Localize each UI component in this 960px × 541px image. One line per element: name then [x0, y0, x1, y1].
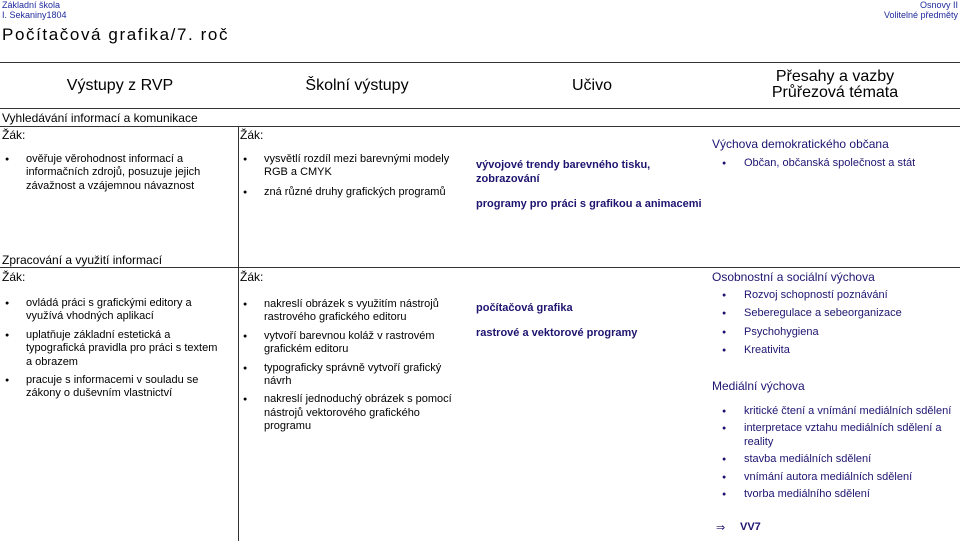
- section2-presahy-title-1: Osobnostní a sociální výchova: [712, 270, 875, 284]
- list-item: ● Kreativita: [712, 344, 958, 357]
- table-top-border: [0, 62, 960, 63]
- section2-title: Zpracování a využití informací: [2, 253, 163, 267]
- list-item: ● Rozvoj schopností poznávání: [712, 289, 958, 302]
- list-item: ● zná různé druhy grafických programů: [238, 186, 470, 199]
- header-skolni: Školní výstupy: [305, 77, 409, 94]
- page-title: Počítačová grafika/7. roč: [2, 25, 230, 44]
- section2-presahy-title-2: Mediální výchova: [712, 379, 805, 393]
- list-item: ● vnímání autora mediálních sdělení: [712, 471, 952, 484]
- section2-skolni-list: [238, 298, 470, 434]
- list-item: ● pracuje s informacemi v souladu se zákony o duševním vlastnictví: [0, 374, 222, 401]
- section2-presahy-list-2: [712, 405, 952, 501]
- list-item: ● Občan, občanská společnost a stát: [712, 157, 958, 170]
- section1-presahy-title: Výchova demokratického občana: [712, 137, 889, 151]
- list-item: ● Seberegulace a sebeorganizace: [712, 307, 958, 320]
- section1-skolni-list: [238, 153, 470, 199]
- header-presahy: Přesahy a vazby Průřezová témata: [771, 68, 899, 101]
- section1-presahy-list: [712, 157, 958, 170]
- section2-zak-rvp: Žák:: [2, 270, 26, 284]
- list-item: ● interpretace vztahu mediálních sdělení a reality: [712, 422, 952, 449]
- section1-ucivo: vývojové trendy barevného tisku, zobrazování programy pro práci s grafikou a animacemi: [476, 159, 702, 210]
- list-item: ● vysvětlí rozdíl mezi barevnými modely RGB a CMYK: [238, 153, 470, 180]
- section1-zak-rvp: Žák:: [2, 128, 26, 142]
- list-item: ● stavba mediálních sdělení: [712, 453, 952, 466]
- section1-title: Vyhledávání informací a komunikace: [2, 111, 198, 125]
- school-name: Základní škola I. Sekaniny1804: [2, 0, 67, 20]
- list-item: ● nakreslí obrázek s využitím nástrojů rastrového grafického editoru: [238, 298, 470, 325]
- list-item: ● kritické čtení a vnímání mediálních sdělení: [712, 405, 952, 418]
- list-item: ● nakreslí jednoduchý obrázek s pomocí nástrojů vektorového grafického programu: [238, 393, 470, 433]
- section1-title-border: [0, 126, 960, 127]
- list-item: ● Psychohygiena: [712, 326, 958, 339]
- section2-top-border: [0, 267, 960, 268]
- header-ucivo: Učivo: [571, 77, 612, 94]
- header-bottom-border: [0, 108, 960, 109]
- section2-ucivo: počítačová grafika rastrové a vektorové programy: [476, 302, 638, 339]
- section1-rvp-list: [0, 153, 228, 193]
- document-info: Osnovy II Volitelné předměty: [883, 0, 958, 20]
- section2-rvp-list: [0, 297, 222, 401]
- vv-reference: ⇒ VV7: [716, 521, 761, 534]
- header-rvp: Výstupy z RVP: [66, 77, 174, 94]
- section2-presahy-list-1: [712, 289, 958, 358]
- section1-zak-skolni: Žák:: [240, 128, 264, 142]
- list-item: ● ovládá práci s grafickými editory a využívá vhodných aplikací: [0, 297, 222, 324]
- list-item: ● typograficky správně vytvoří grafický návrh: [238, 362, 470, 389]
- list-item: ● tvorba mediálního sdělení: [712, 488, 952, 501]
- list-item: ● vytvoří barevnou koláž v rastrovém grafickém editoru: [238, 330, 470, 357]
- section2-zak-skolni: Žák:: [240, 270, 264, 284]
- list-item: ● ověřuje věrohodnost informací a informačních zdrojů, posuzuje jejich závažnost a vzájemnou návaznost: [0, 153, 228, 193]
- arrow-right-icon: ⇒: [716, 522, 726, 534]
- list-item: ● uplatňuje základní estetická a typografická pravidla pro práci s textem a obrazem: [0, 329, 222, 369]
